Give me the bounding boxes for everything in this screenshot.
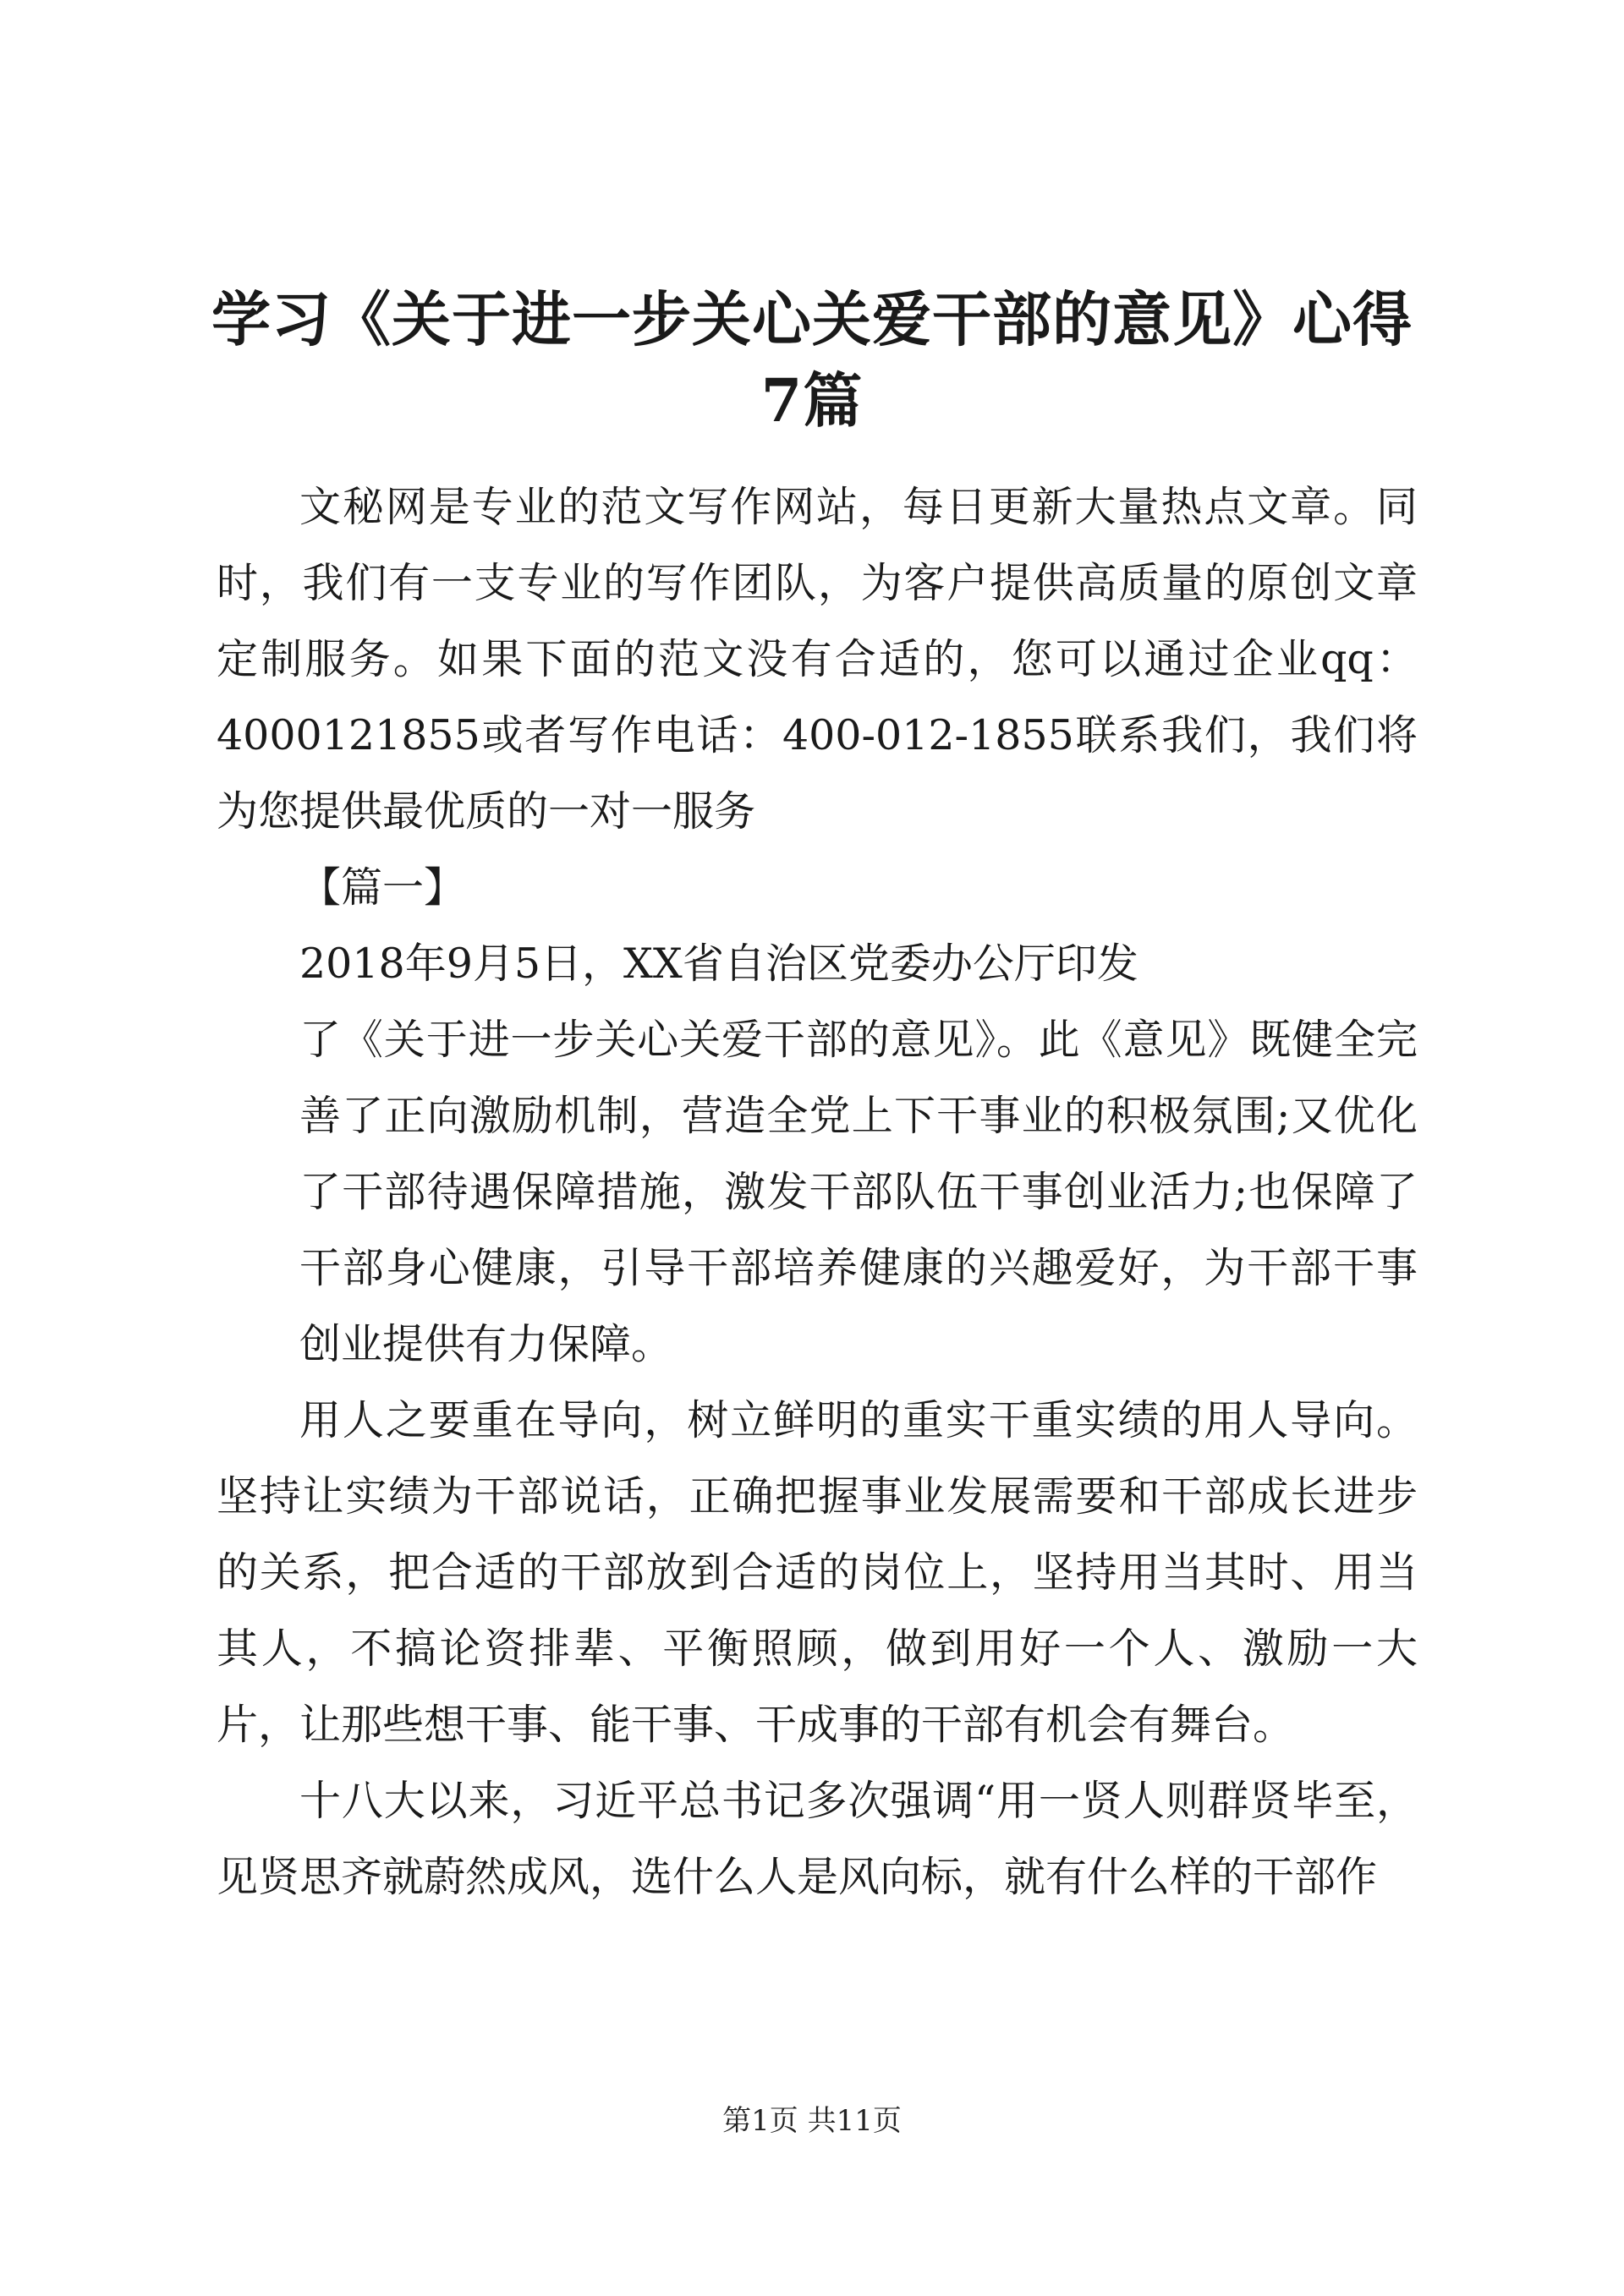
date-paragraph: 2018年9月5日，XX省自治区党委办公厅印发 — [299, 940, 1138, 988]
document-title: 学习《关于进一步关心关爱干部的意见》心得7篇 — [211, 284, 1413, 436]
body-paragraph: 用人之要重在导向，树立鲜明的重实干重实绩的用人导向。坚持让实绩为干部说话，正确把握事业发展需要和干部成长进步的关系，把合适的干部放到合适的岗位上，坚持用当其时、用当其人，不搞论资排辈、平衡照顾，做到用好一个人、激励一大片，让那些想干事、能干事、干成事的干部有机会有舞台。 — [217, 1396, 1418, 1749]
page-footer — [0, 2102, 1624, 2140]
document-body — [217, 469, 1418, 1915]
section-heading: 【篇一】 — [299, 863, 466, 912]
body-paragraph: 十八大以来，习近平总书记多次强调“用一贤人则群贤毕至，见贤思齐就蔚然成风，选什么人是风向标，就有什么样的干部作 — [217, 1777, 1418, 1901]
page-number-label: 第1页 共11页 — [722, 2104, 902, 2138]
body-paragraph: 了《关于进一步关心关爱干部的意见》。此《意见》既健全完善了正向激励机制，营造全党上下干事业的积极氛围;又优化了干部待遇保障措施，激发干部队伍干事创业活力;也保障了干部身心健康，引导干部培养健康的兴趣爱好，为干部干事创业提供有力保障。 — [299, 1016, 1418, 1368]
intro-paragraph: 文秘网是专业的范文写作网站，每日更新大量热点文章。同时，我们有一支专业的写作团队，为客户提供高质量的原创文章定制服务。如果下面的范文没有合适的，您可以通过企业qq：4000121855或者写作电话：400-012-1855联系我们，我们将为您提供最优质的一对一服务 — [217, 483, 1418, 836]
